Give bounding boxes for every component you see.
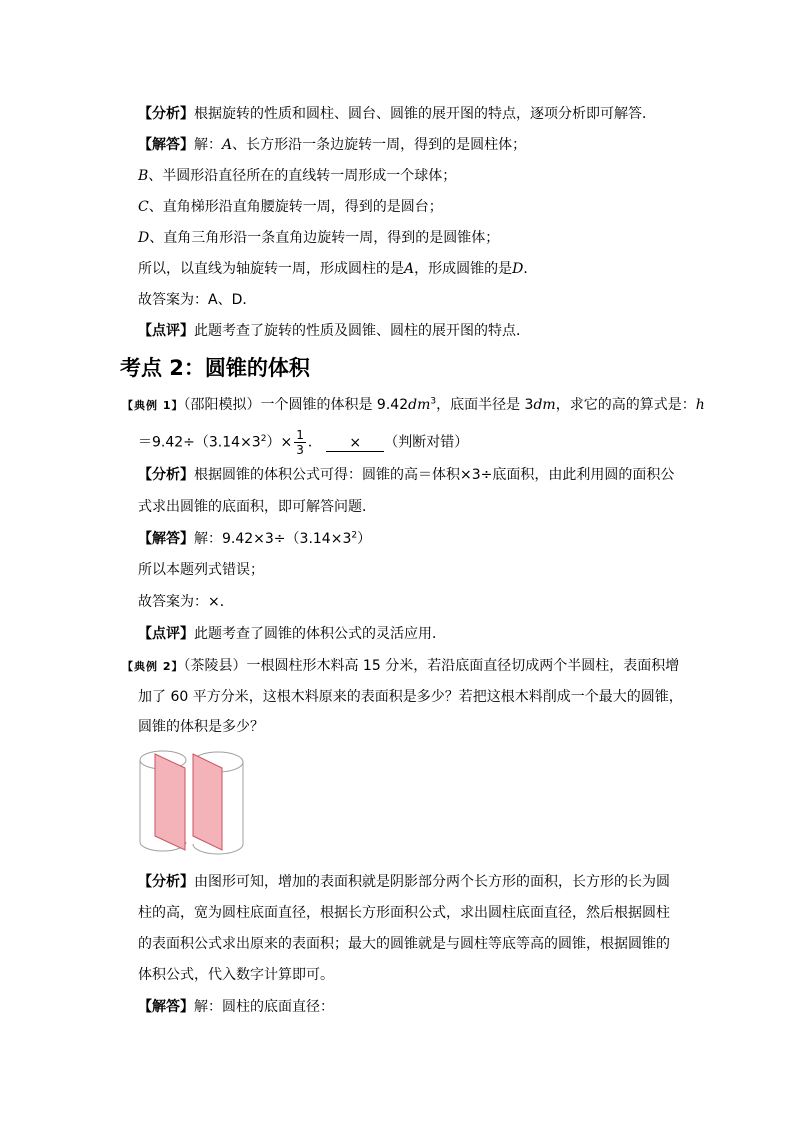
example2-line2 bbox=[138, 687, 683, 707]
answer-blank: × bbox=[326, 435, 384, 452]
comment-text: 此题考查了旋转的性质及圆锥、圆柱的展开图的特点． bbox=[194, 323, 530, 339]
conclusion-text-3: ． bbox=[523, 261, 538, 277]
fraction bbox=[294, 428, 306, 457]
right-shaded-face bbox=[193, 754, 222, 850]
analysis-text: 由图形可知，增加的表面积就是阴影部分两个长方形的面积，长方形的长为圆 bbox=[194, 874, 670, 890]
conclusion-letter-d: D bbox=[512, 261, 524, 277]
option-a-letter: A bbox=[222, 137, 233, 153]
exponent: 3 bbox=[430, 396, 437, 407]
example1-analysis-line1 bbox=[138, 465, 674, 485]
answer-line bbox=[138, 290, 256, 310]
analysis-text: 式求出圆锥的底面积，即可解答问题． bbox=[138, 499, 376, 515]
solution-text: 解：圆柱的底面直径： bbox=[194, 999, 334, 1015]
unit-dm: dm bbox=[533, 397, 556, 413]
example1-line1 bbox=[122, 395, 705, 416]
exponent: 2 bbox=[260, 433, 267, 444]
formula-part-a: ＝9.42÷（3.14×3 bbox=[138, 434, 261, 451]
example1-wrong-line bbox=[138, 560, 264, 580]
exponent: 2 bbox=[351, 530, 358, 541]
option-d-text: 、直角三角形沿一条直角边旋转一周，得到的是圆锥体； bbox=[149, 230, 500, 246]
left-shaded-face bbox=[155, 754, 185, 850]
example1-analysis-line2 bbox=[138, 497, 376, 517]
conclusion-line bbox=[138, 259, 537, 279]
option-d-line bbox=[138, 228, 499, 248]
solution-tag: 【解答】 bbox=[138, 999, 194, 1015]
example2-text: 加了 60 平方分米，这根木料原来的表面积是多少？若把这根木料削成一个最大的圆锥， bbox=[138, 689, 683, 705]
example1-tag: 【典例 1】 bbox=[122, 399, 184, 412]
fraction-denominator: 3 bbox=[296, 443, 304, 457]
option-c-text: 、直角梯形沿直角腰旋转一周，得到的是圆台； bbox=[148, 199, 443, 215]
comment-text: 此题考查了圆锥的体积公式的灵活应用． bbox=[194, 626, 446, 642]
example1-mid: ，底面半径是 3 bbox=[436, 397, 534, 413]
example1-solution-line bbox=[138, 529, 371, 549]
example2-tag: 【典例 2】 bbox=[122, 660, 184, 673]
option-b-letter: B bbox=[138, 168, 149, 184]
solution-text-b: ） bbox=[357, 531, 372, 547]
solution-line bbox=[138, 135, 526, 155]
option-b-line bbox=[138, 166, 456, 186]
option-c-letter: C bbox=[138, 199, 149, 215]
formula-part-c: ． bbox=[307, 434, 322, 451]
option-b-text: 、半圆形沿直径所在的直线转一周形成一个球体； bbox=[148, 168, 457, 184]
analysis-tag: 【分析】 bbox=[138, 106, 194, 122]
option-a-text: 、长方形沿一条边旋转一周，得到的是圆柱体； bbox=[232, 137, 527, 153]
example1-source: （邵阳模拟）一个圆锥的体积是 9.42 bbox=[183, 397, 409, 413]
example2-analysis-line2 bbox=[138, 903, 670, 923]
analysis-text: 的表面积公式求出原来的表面积；最大的圆锥就是与圆柱等底等高的圆锥，根据圆锥的 bbox=[138, 936, 670, 952]
judge-text: （判断对错） bbox=[384, 434, 469, 451]
var-h: h bbox=[695, 397, 705, 413]
analysis-text: 根据圆锥的体积公式可得：圆锥的高＝体积×3÷底面积，由此利用圆的面积公 bbox=[194, 467, 675, 483]
example2-text: （茶陵县）一根圆柱形木料高 15 分米，若沿底面直径切成两个半圆柱，表面积增 bbox=[183, 658, 680, 674]
option-c-line bbox=[138, 197, 443, 217]
example2-solution-line bbox=[138, 997, 334, 1017]
example2-text: 圆锥的体积是多少？ bbox=[138, 719, 264, 735]
half-cylinders-diagram bbox=[138, 746, 248, 858]
example1-answer-line bbox=[138, 592, 234, 612]
unit-dm: dm bbox=[408, 397, 431, 413]
solution-tag: 【解答】 bbox=[138, 531, 194, 547]
example2-analysis-line3 bbox=[138, 934, 670, 954]
option-d-letter: D bbox=[138, 230, 150, 246]
analysis-text: 体积公式，代入数字计算即可。 bbox=[138, 967, 334, 983]
analysis-tag: 【分析】 bbox=[138, 467, 194, 483]
wrong-text: 所以本题列式错误； bbox=[138, 562, 264, 578]
analysis-tag: 【分析】 bbox=[138, 874, 194, 890]
comment-tag: 【点评】 bbox=[138, 626, 194, 642]
analysis-text: 根据旋转的性质和圆柱、圆台、圆锥的展开图的特点，逐项分析即可解答． bbox=[194, 106, 656, 122]
solution-lead: 解： bbox=[194, 137, 222, 153]
comment-line bbox=[138, 321, 530, 341]
analysis-line bbox=[138, 104, 656, 124]
example1-line2 bbox=[138, 428, 468, 457]
conclusion-text-2: ，形成圆锥的是 bbox=[414, 261, 513, 277]
comment-tag: 【点评】 bbox=[138, 323, 194, 339]
section-heading: 考点 2：圆锥的体积 bbox=[120, 356, 310, 380]
example2-line1 bbox=[122, 656, 679, 677]
solution-text-a: 解：9.42×3÷（3.14×3 bbox=[194, 531, 352, 547]
conclusion-text-1: 所以，以直线为轴旋转一周，形成圆柱的是 bbox=[138, 261, 404, 277]
formula-part-b: ）× bbox=[266, 434, 293, 451]
fraction-numerator: 1 bbox=[296, 428, 304, 442]
answer-text: 故答案为：×． bbox=[138, 594, 234, 610]
analysis-text: 柱的高，宽为圆柱底面直径，根据长方形面积公式，求出圆柱底面直径，然后根据圆柱 bbox=[138, 905, 670, 921]
solution-tag: 【解答】 bbox=[138, 137, 194, 153]
example1-comment-line bbox=[138, 624, 446, 644]
example2-line3 bbox=[138, 717, 264, 737]
answer-text: 故答案为：A、D． bbox=[138, 292, 257, 308]
conclusion-letter-a: A bbox=[404, 261, 415, 277]
example2-analysis-line4 bbox=[138, 965, 334, 985]
example2-analysis-line1 bbox=[138, 872, 670, 892]
example1-tail: ，求它的高的算式是： bbox=[555, 397, 696, 413]
